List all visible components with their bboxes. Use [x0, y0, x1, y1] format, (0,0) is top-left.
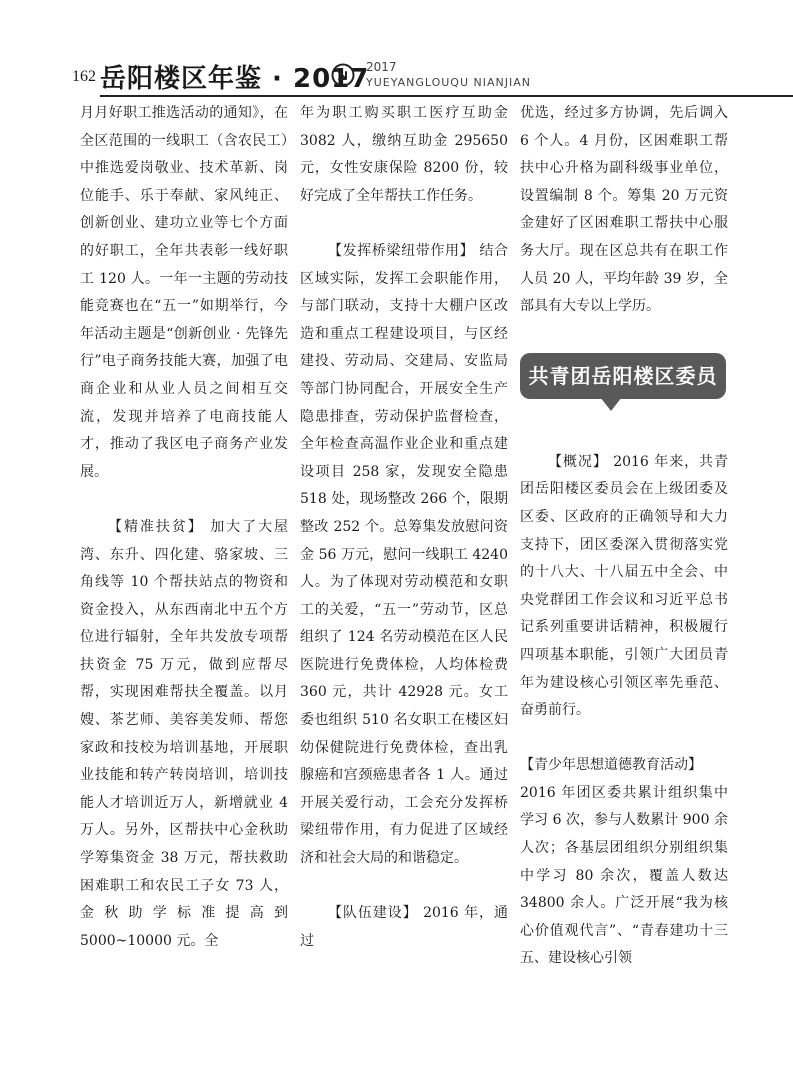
section-banner-title: 共青团岳阳楼区委员会: [528, 363, 718, 434]
paragraph: [80, 514, 288, 956]
section-heading: 【青少年思想道德教育活动】: [520, 757, 702, 774]
page-header: [0, 0, 793, 100]
spacer: [300, 210, 508, 238]
section-heading: 【精准扶贫】: [108, 518, 204, 535]
section-heading: 【发挥桥梁纽带作用】: [328, 242, 475, 259]
paragraph: 2016 年团区委共累计组织集中学习 6 次，参与人数累计 900 余人次；各基层团组织分别组织集中学习 80 余次，覆盖人数达 34800 余人。广泛开展“我为核心价值观代言”、“青春建功十三五、建设核心引领: [520, 784, 728, 967]
paragraph-text: 加大了大屋湾、东升、四化建、骆家坡、三角线等 10 个帮扶站点的物资和资金投入，从东西南北中五个方位进行辐射，全年共发放专项帮扶资金 75 万元，做到应帮尽帮，实现困难帮扶全覆盖。以月嫂、茶艺师、美容美发师、帮您家政和技校为培训基地，开展职业技能和转产转岗培训，培训技能人才培训近万人，新增就业 4 万人。另外，区帮扶中心金秋助学筹集资金 38 万元，帮扶救助困难职工和农民工子女 73 人，金秋助学标准提高到 5000~10000 元。全: [80, 518, 289, 949]
paragraph-text: 2016 年，通过: [300, 905, 508, 949]
paragraph-text: 2016 年来，共青团岳阳楼区委员会在上级团委及区委、区政府的正确领导和大力支持下，团区委深入贯彻落实党的十八大、十八届五中全会、中央党群团工作会议和习近平总书记系列重要讲话精神，积极履行四项基本职能，引领广大团员青年为建设核心引领区率先垂范、奋勇前行。: [520, 453, 728, 719]
page-number: 162: [72, 68, 96, 85]
paragraph: [520, 752, 728, 780]
paragraph: [300, 238, 508, 873]
paragraph: [300, 900, 508, 955]
banner-tail: [600, 397, 622, 411]
paragraph: 年为职工购买职工医疗互助金 3082 人，缴纳互助金 295650 元，女性安康保险 8200 份，较好完成了全年帮扶工作任务。: [300, 105, 508, 204]
column-middle: [300, 100, 508, 955]
circle-arrow-icon: [331, 63, 355, 87]
column-right: [520, 100, 728, 973]
column-left: [80, 100, 288, 955]
section-heading: 【队伍建设】: [328, 905, 418, 922]
paragraph: [520, 449, 728, 725]
book-pinyin: YUEYANGLOUQU NIANJIAN: [366, 76, 531, 89]
spacer: [80, 486, 288, 514]
spacer: [300, 873, 508, 901]
book-year: 2017: [366, 60, 397, 74]
paragraph: 月月好职工推选活动的通知》，在全区范围的一线职工（含农民工）中推选爱岗敬业、技术革新、岗位能手、乐于奉献、家风纯正、创新创业、建功立业等七个方面的好职工，全年共表彰一线好职工 120 人。一年一主题的劳动技能竞赛也在“五一”如期举行，今年活动主题是“创新创业 · 先锋先行”电子商务技能大赛，加强了电商企业和从业人员之间相互交流，发现并培养了电商技能人才，推动了我区电子商务产业发展。: [80, 105, 288, 480]
section-heading: 【概况】: [548, 453, 608, 470]
spacer: [520, 725, 728, 753]
header-rule: [100, 95, 793, 97]
book-title: 岳阳楼区年鉴 · 2017: [100, 64, 370, 94]
section-banner: [520, 353, 726, 434]
paragraph-text: 结合区域实际，发挥工会职能作用，与部门联动，支持十大棚户区改造和重点工程建设项目，与区经建投、劳动局、交建局、安监局等部门协同配合，开展安全生产隐患排查，劳动保护监督检查，全年检查高温作业企业和重点建设项目 258 家，发现安全隐患 518 处，现场整改 266 个，限期整改 252 个。总筹集发放慰问资金 56 万元，慰问一线职工 4240 人。为了体现对劳动模范和女职工的关爱，“五一”劳动节，区总组织了 124 名劳动模范在区人民医院进行免费体检，人均体检费 360 元，共计 42928 元。女工委也组织 510 名女职工在楼区妇幼保健院进行免费体检，查出乳腺癌和宫颈癌患者各 1 人。通过开展关爱行动，工会充分发挥桥梁纽带作用，有力促进了区域经济和社会大局的和谐稳定。: [300, 242, 509, 867]
paragraph: 优选，经过多方协调，先后调入 6 个人。4 月份，区困难职工帮扶中心升格为副科级事业单位，设置编制 8 个。筹集 20 万元资金建好了区困难职工帮扶中心服务大厅。现在区总共有在职工作人员 20 人，平均年龄 39 岁，全部具有大专以上学历。: [520, 105, 728, 315]
